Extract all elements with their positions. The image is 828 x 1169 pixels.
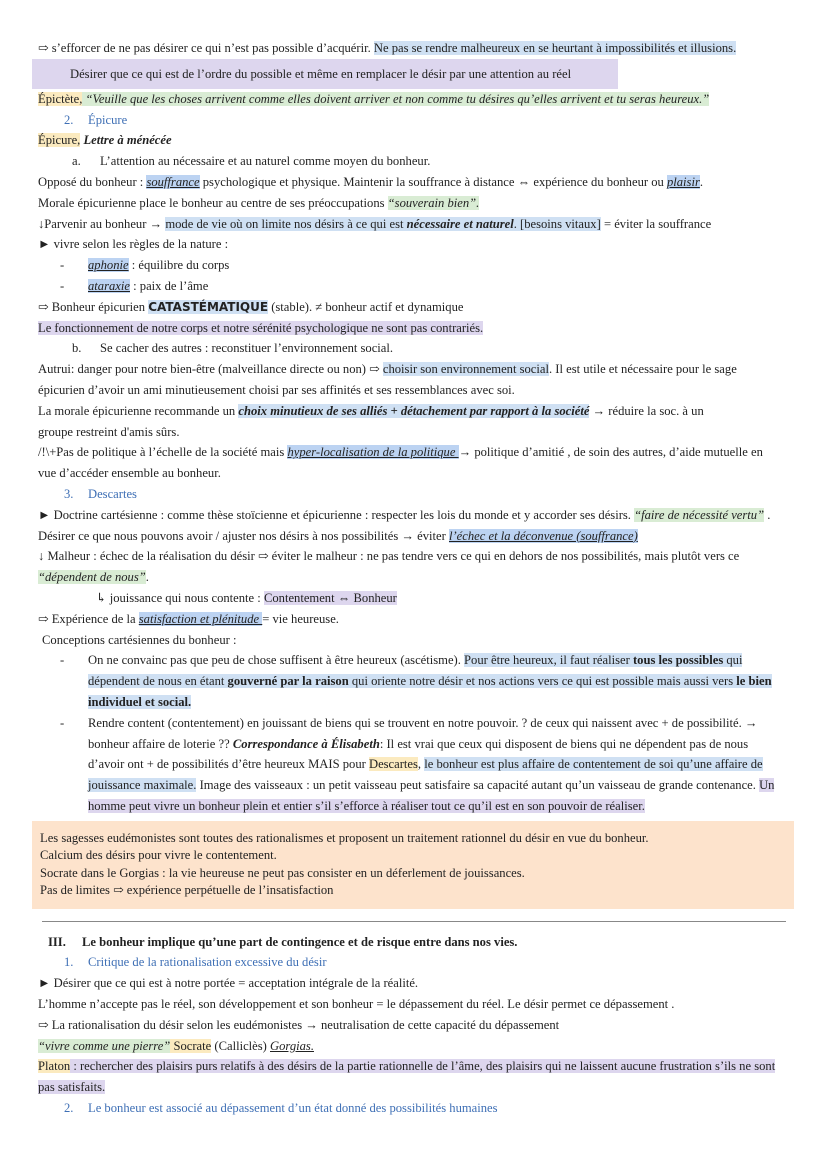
author-epictete: Épictète, (38, 91, 83, 106)
work-title: Lettre à ménécée (80, 133, 172, 148)
line-rationalisation: ⇨ La rationalisation du désir selon les eudémonistes → neutralisation de cette capacité du dépassement (38, 1017, 560, 1032)
term-catastematique: CATASTÉMATIQUE (148, 299, 269, 314)
text: , (417, 757, 425, 772)
author-epicure: Épicure, (38, 133, 81, 148)
text: . [besoins vitaux] (513, 216, 601, 231)
subsection-letter: a. (72, 154, 81, 169)
subsection-letter: b. (72, 341, 82, 356)
heading-descartes (38, 484, 790, 505)
section-title: Critique de la rationalisation excessive du désir (88, 955, 327, 970)
work-gorgias: Gorgias. (270, 1038, 314, 1053)
text: Désirer ce que nous pouvons avoir / ajuster nos désirs à nos possibilités → éviter (38, 528, 449, 543)
highlight-purple: Le fonctionnement de notre corps et notre sérénité psychologique ne sont pas contrariés. (38, 320, 484, 335)
text: (stable). ≠ bonheur actif et dynamique (268, 299, 464, 314)
line-desirer-portee: ► Désirer que ce qui est à notre portée = acceptation intégrale de la réalité. (38, 976, 419, 991)
text: psychologique et physique. Maintenir la souffrance à distance ⇔ expérience du bonheur ou (199, 174, 667, 189)
text: . Il est utile et nécessaire pour le sage (549, 362, 737, 377)
term-hyper-localisation: hyper-localisation de la politique (287, 445, 459, 460)
text: /!\+Pas de politique à l’échelle de la société mais (38, 445, 288, 460)
text: ↳ jouissance qui nous contente : (96, 590, 264, 605)
term-satisfaction: satisfaction et plénitude (138, 611, 263, 626)
line-fonctionnement (38, 318, 790, 339)
text: ► Doctrine cartésienne : comme thèse stoïcienne et épicurienne : respecter les lois du monde et y accorder ses désirs. (38, 507, 635, 522)
list-item-conception-1 (38, 650, 790, 712)
emphasis: nécessaire et naturel (406, 216, 514, 231)
summary-line: Socrate dans le Gorgias : la vie heureuse ne peut pas consister en un déferlement de jouissances. (40, 865, 525, 880)
line-homme: L’homme n’accepte pas le réel, son développement et son bonheur = le dépassement du réel. Le désir permet ce dépassement . (38, 997, 675, 1012)
highlight-blue: choix minutieux de ses alliés + détachement par rapport à la société (238, 403, 590, 418)
list-item-ataraxie (38, 276, 790, 297)
subsection-title: Se cacher des autres : reconstituer l’environnement social. (100, 341, 394, 356)
author-socrate: Socrate (170, 1038, 212, 1053)
list-item-conception-2 (38, 713, 790, 817)
line-politique (38, 442, 790, 463)
section-title: Le bonheur est associé au dépassement d’un état donné des possibilités humaines (88, 1101, 498, 1116)
line-doctrine (38, 505, 790, 526)
text: ⇨ Expérience de la (38, 611, 139, 626)
text: ⇨ Bonheur épicurien (38, 299, 149, 314)
text: → réduire la soc. à un (589, 403, 704, 418)
term-echec: l’échec et la déconvenue (souffrance) (448, 528, 638, 543)
text: . (145, 570, 149, 585)
line-epicure-work (38, 130, 790, 151)
quote-necessite-vertu: “faire de nécessité vertu” (634, 507, 765, 522)
text: : Il est vrai que ceux qui disposent de biens qui ne dépendent pas de nous d’avoir ont + de possibilités d’être heureux MAIS pour (88, 736, 749, 772)
line-platon (38, 1056, 790, 1098)
text: qui dépendent de nous en étant (88, 653, 743, 689)
heading-depassement (38, 1098, 790, 1119)
term-aphonie: aphonie (88, 258, 129, 273)
highlight-purple: Contentement ⇔ Bonheur (263, 590, 397, 605)
summary-line: Calcium des désirs pour vivre le contentement. (40, 848, 277, 863)
text: mode de vie où on limite nos désirs à ce qui est (165, 216, 407, 231)
subsection-title: L’attention au nécessaire et au naturel comme moyen du bonheur. (100, 154, 431, 169)
text: = vie heureuse. (262, 611, 339, 626)
line-vivre: ► vivre selon les règles de la nature : (38, 237, 229, 252)
section-title: Descartes (88, 486, 137, 501)
work-correspondance: Correspondance à Élisabeth (232, 736, 380, 751)
quote-dependent-de-nous: “dépendent de nous” (38, 570, 146, 585)
line-catastematique (38, 297, 790, 318)
callout-desirer: Désirer que ce qui est de l’ordre du possible et même en remplacer le désir par une attention au réel (32, 59, 618, 89)
text: Morale épicurienne place le bonheur au centre de ses préoccupations (38, 195, 388, 210)
line-recommande-cont: groupe restreint d'amis sûrs. (38, 424, 180, 439)
list-item-aphonie (38, 255, 790, 276)
summary-line: Pas de limites ⇨ expérience perpétuelle de l’insatisfaction (40, 883, 334, 898)
text: Rendre content (contentement) en jouissant de biens qui se trouvent en notre pouvoir. ? de ceux qui naissent avec + de possibilité. → bonheur affaire de loterie ?? (88, 715, 758, 751)
line-jouissance (38, 588, 790, 609)
section-title: Épicure (88, 112, 128, 127)
text: . (764, 507, 771, 522)
line-autrui (38, 359, 790, 380)
heading-critique (38, 952, 790, 973)
part-title: Le bonheur implique qu’une part de contingence et de risque entre dans nos vies. (82, 934, 518, 949)
bullet-dash: - (60, 715, 65, 730)
text: → politique d’amitié , de soin des autres, d’aide mutuelle en (458, 445, 763, 460)
emphasis: gouverné par la raison (227, 674, 349, 689)
section-number: 2. (64, 1101, 74, 1116)
highlight-blue (165, 217, 600, 231)
text: Opposé du bonheur : (38, 174, 147, 189)
section-number: 3. (64, 486, 74, 501)
quote-epictete: “Veuille que les choses arrivent comme elles doivent arriver et non comme tu désires qu’elles arrivent et tu seras heureux.” (82, 91, 710, 106)
section-number: 2. (64, 112, 74, 127)
author-platon: Platon (38, 1059, 71, 1074)
term-ataraxie: ataraxie (88, 278, 130, 293)
subheading-b (38, 338, 790, 359)
summary-box (32, 821, 794, 909)
text: = éviter la souffrance (600, 216, 712, 231)
line-malheur: ↓ Malheur : échec de la réalisation du désir ⇨ éviter le malheur : ne pas tendre vers ce qui en dehors de nos possibilités, mais plutôt vers ce (38, 549, 740, 564)
text: ⇨ s’efforcer de ne pas désirer ce qui n’est pas possible d’acquérir. (38, 41, 374, 55)
line-morale (38, 193, 790, 214)
highlight-blue: le bonheur est plus affaire de contentement de soi qu’une affaire de jouissance maximale. (88, 757, 763, 793)
text: (Calliclès) (211, 1038, 271, 1053)
highlight-blue: choisir son environnement social (382, 362, 549, 377)
text: : paix de l’âme (129, 278, 209, 293)
line-autrui-cont: épicurien d’avoir un ami minutieusement choisi par ses affinités et ses ressemblances avec soi. (38, 382, 515, 397)
highlight-purple: : rechercher des plaisirs purs relatifs à des désirs de la partie rationnelle de l’âme, des plaisirs qui ne laissent aucune frustration s’ils ne sont pas satisfaits. (38, 1059, 776, 1095)
heading-epicure (38, 110, 790, 131)
quote-pierre: “vivre comme une pierre” (38, 1038, 171, 1053)
text: On ne convainc pas que peu de chose suffisent à être heureux (ascétisme). (88, 653, 465, 668)
text: . (699, 174, 704, 189)
text: : équilibre du corps (128, 258, 230, 273)
horizontal-divider (42, 921, 786, 922)
line-experience (38, 609, 790, 630)
text: Image des vaisseaux : un petit vaisseau peut satisfaire sa capacité autant qu’un vaisseau de grande contenance. (196, 778, 760, 793)
highlight-blue: Ne pas se rendre malheureux en se heurtant à impossibilités et illusions. (373, 41, 737, 55)
line-parvenir (38, 214, 790, 235)
term-souffrance: souffrance (146, 174, 200, 189)
part-number: III. (48, 934, 66, 949)
term-plaisir: plaisir (666, 174, 700, 189)
emphasis: tous les possibles (632, 653, 724, 668)
heading-part-3 (38, 932, 790, 953)
line-efforcer (38, 38, 790, 59)
line-malheur-cont (38, 567, 790, 588)
section-number: 1. (64, 955, 74, 970)
bullet-dash: - (60, 278, 65, 293)
highlight-purple: Un homme peut vivre un bonheur plein et entier s’il s’efforce à réaliser tout ce qu’il est en son pouvoir de réaliser. (88, 778, 775, 813)
line-politique-cont: vue d’accéder ensemble au bonheur. (38, 466, 221, 481)
emphasis: le bien individuel et social. (88, 674, 772, 709)
text: qui oriente notre désir et nos actions vers ce qui est possible mais aussi vers (348, 674, 737, 689)
subheading-a (38, 151, 790, 172)
document-page (38, 38, 790, 1119)
line-epictete (38, 89, 790, 110)
text: Autrui: danger pour notre bien-être (malveillance directe ou non) ⇨ (38, 362, 383, 377)
line-recommande (38, 401, 790, 422)
text: Pour être heureux, il faut réaliser (464, 653, 633, 668)
line-conceptions: Conceptions cartésiennes du bonheur : (42, 632, 237, 647)
text: ↓Parvenir au bonheur → (38, 216, 166, 231)
text: La morale épicurienne recommande un (38, 403, 239, 418)
line-desirer (38, 526, 790, 547)
quote-souverain-bien: “souverain bien”. (387, 195, 480, 210)
line-oppose (38, 172, 790, 193)
line-pierre (38, 1036, 790, 1057)
author-descartes: Descartes (368, 757, 418, 772)
bullet-dash: - (60, 258, 65, 273)
summary-line: Les sagesses eudémonistes sont toutes des rationalismes et proposent un traitement rationnel du désir en vue du bonheur. (40, 830, 649, 845)
bullet-dash: - (60, 653, 65, 668)
